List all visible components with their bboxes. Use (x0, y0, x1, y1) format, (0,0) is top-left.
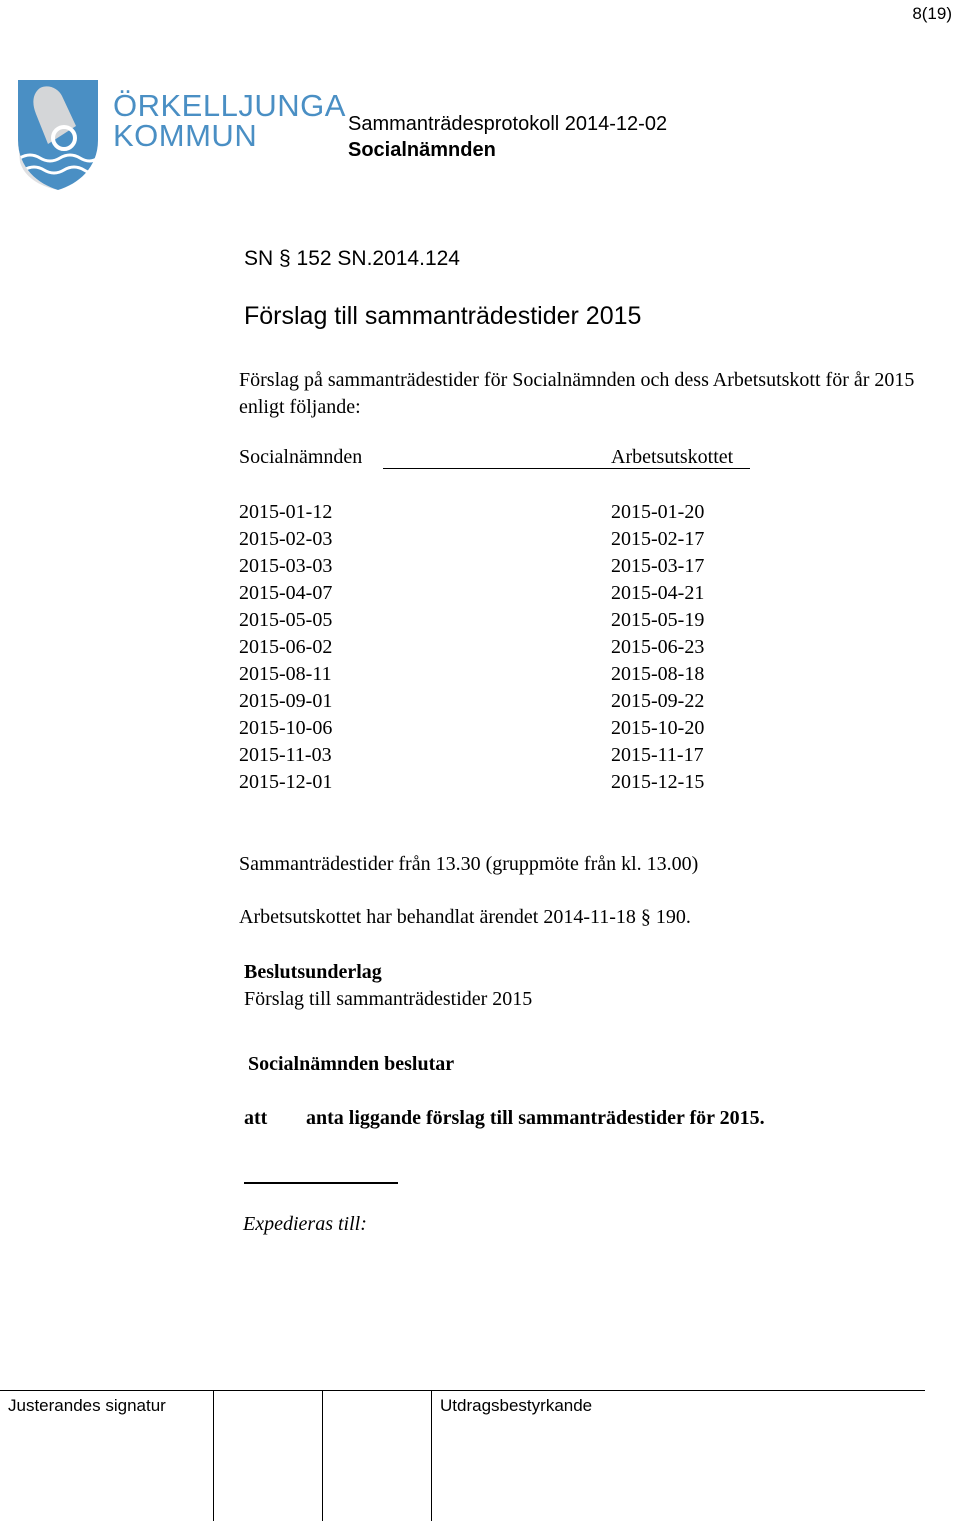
date-item: 2015-05-19 (611, 609, 705, 631)
column-header-arbetsutskottet: Arbetsutskottet (611, 446, 734, 468)
date-item: 2015-01-12 (239, 501, 333, 523)
date-item: 2015-06-02 (239, 636, 333, 658)
coat-of-arms-icon (18, 80, 108, 190)
date-item: 2015-03-03 (239, 555, 333, 577)
date-item: 2015-10-06 (239, 717, 333, 739)
date-item: 2015-09-22 (611, 690, 705, 712)
date-item: 2015-02-03 (239, 528, 333, 550)
utdragsbestyrkande-label: Utdragsbestyrkande (440, 1396, 593, 1415)
date-item: 2015-05-05 (239, 609, 333, 631)
date-item: 2015-02-17 (611, 528, 705, 550)
case-title: Förslag till sammanträdestider 2015 (244, 302, 642, 330)
committee-name: Socialnämnden (348, 139, 496, 161)
date-item: 2015-04-21 (611, 582, 705, 604)
decision-text: anta liggande förslag till sammanträdestider för 2015. (306, 1107, 765, 1129)
basis-heading: Beslutsunderlag (244, 961, 382, 983)
date-item: 2015-03-17 (611, 555, 705, 577)
logo-line-1: ÖRKELLJUNGA (113, 88, 346, 123)
case-reference: SN § 152 SN.2014.124 (244, 247, 460, 270)
committee-handled-note: Arbetsutskottet har behandlat ärendet 2014-11-18 § 190. (239, 906, 691, 928)
signature-box-divider (213, 1391, 214, 1521)
logo-line-2: KOMMUN (113, 118, 258, 153)
signature-box-divider (431, 1391, 432, 1521)
date-item: 2015-04-07 (239, 582, 333, 604)
date-item: 2015-09-01 (239, 690, 333, 712)
date-item: 2015-12-15 (611, 771, 705, 793)
date-item: 2015-11-03 (239, 744, 332, 766)
date-item: 2015-06-23 (611, 636, 705, 658)
protocol-title: Sammanträdesprotokoll 2014-12-02 (348, 113, 668, 135)
justerandes-signatur-label: Justerandes signatur (8, 1396, 166, 1415)
socialnamnden-date-list (239, 499, 332, 796)
date-item: 2015-12-01 (239, 771, 333, 793)
date-item: 2015-11-17 (611, 744, 704, 766)
date-item: 2015-08-11 (239, 663, 332, 685)
basis-text: Förslag till sammanträdestider 2015 (244, 988, 533, 1010)
column-header-socialnamnden: Socialnämnden (239, 446, 363, 468)
meeting-time-note: Sammanträdestider från 13.30 (gruppmöte från kl. 13.00) (239, 853, 699, 875)
date-item: 2015-08-18 (611, 663, 705, 685)
signature-box-divider (322, 1391, 323, 1521)
page-number: 8(19) (912, 4, 952, 23)
decision-att-label: att (244, 1107, 268, 1129)
municipality-logo (18, 80, 346, 190)
decision-heading: Socialnämnden beslutar (248, 1053, 455, 1075)
expedite-label: Expedieras till: (243, 1213, 367, 1235)
expedite-divider (244, 1182, 398, 1184)
arbetsutskottet-date-list (611, 499, 704, 796)
date-item: 2015-10-20 (611, 717, 705, 739)
intro-paragraph: Förslag på sammanträdestider för Socialnämnden och dess Arbetsutskott för år 2015 enligt följande: (239, 369, 915, 418)
date-item: 2015-01-20 (611, 501, 705, 523)
